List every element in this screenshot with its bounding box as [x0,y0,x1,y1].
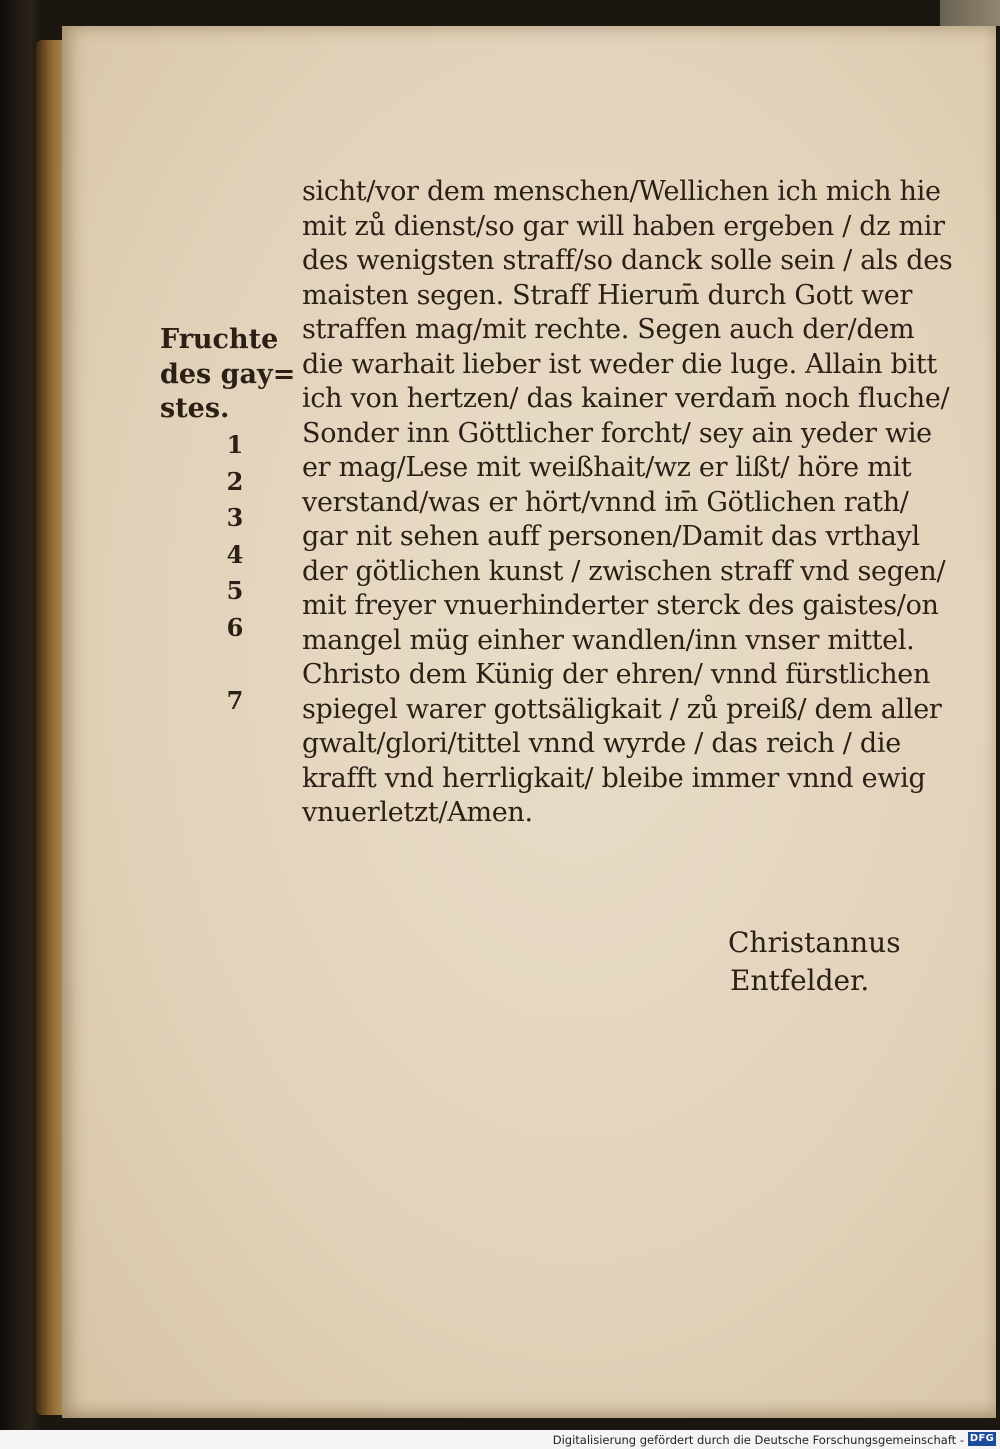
text-line: sicht/vor dem menschen/Wellichen ich mich hie [302,176,941,207]
text-line: ich von hertzen/ das kainer verdam̄ noch fluche/ [302,383,950,414]
margin-note-line: des gay= [160,358,296,390]
margin-number: 3 [226,503,244,532]
text-line: mit zů dienst/so gar will haben ergeben / dz mir [302,210,945,242]
margin-number: 6 [226,612,244,642]
margin-note [160,323,300,427]
footer-credit-text: Digitalisierung gefördert durch die Deutsche Forschungsgemeinschaft - [552,1433,964,1447]
margin-numbers [215,427,255,719]
text-line: vnuerletzt/Amen. [302,797,533,828]
margin-number: 5 [226,576,244,605]
signature-line: Christannus [728,926,901,959]
text-line: maisten segen. Straff Hierum̄ durch Gott wer [302,279,913,311]
margin-note-line: stes. [160,393,230,424]
text-line: krafft vnd herrligkait/ bleibe immer vnnd ewig [302,762,926,794]
text-line: straffen mag/mit rechte. Segen auch der/dem [302,314,915,345]
margin-note-line: Fruchte [160,324,279,355]
text-line: verstand/was er hört/vnnd im̄ Götlichen rath/ [302,486,909,518]
text-line: der götlichen kunst / zwischen straff vnd segen/ [302,555,946,587]
footer-bar [0,1430,1000,1449]
text-line: Sonder inn Göttlicher forcht/ sey ain yeder wie [302,417,932,449]
margin-number: 1 [226,430,244,459]
main-text-block [302,175,982,831]
margin-number: 4 [226,539,244,569]
text-line: die warhait lieber ist weder die luge. Allain bitt [302,348,937,380]
signature-line: Entfelder. [730,964,870,997]
margin-number: 2 [226,466,244,496]
text-line: des wenigsten straff/so danck solle sein / als des [302,245,953,276]
text-line: gwalt/glori/tittel vnnd wyrde / das reich / die [302,728,901,759]
dfg-logo: DFG [969,1433,995,1444]
text-line: gar nit sehen auff personen/Damit das vrthayl [302,521,920,552]
signature-block [728,924,968,1000]
text-line: er mag/Lese mit weißhait/wz er lißt/ höre mit [302,452,912,483]
scan-color-strip [940,0,1000,26]
text-line: spiegel warer gottsäligkait / zů preiß/ dem aller [302,693,942,725]
margin-number: 7 [226,685,244,715]
text-line: mangel müg einher wandlen/inn vnser mittel. [302,624,915,656]
text-line: mit freyer vnuerhinderter sterck des gaistes/on [302,590,939,621]
text-line: Christo dem Künig der ehren/ vnnd fürstlichen [302,659,931,690]
